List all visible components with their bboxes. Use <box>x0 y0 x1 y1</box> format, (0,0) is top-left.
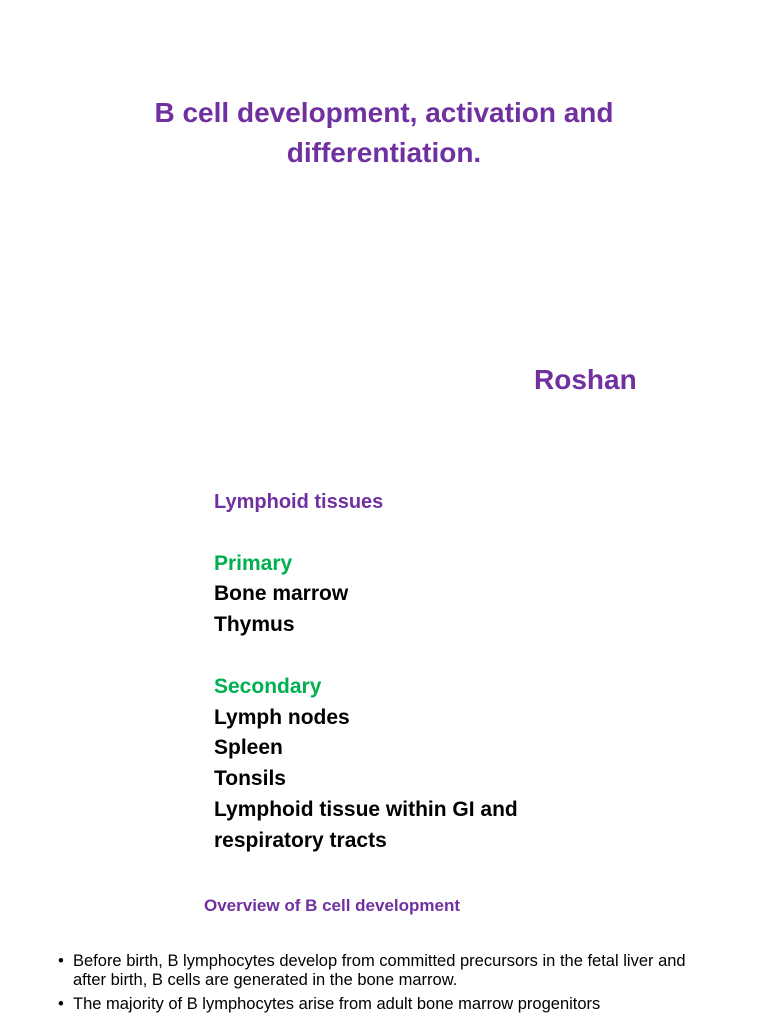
bullet-dot-icon: • <box>58 952 64 970</box>
bullet-text: Before birth, B lymphocytes develop from committed precursors in the fetal liver and after birth, B cells are generated in the bone marrow. <box>73 952 686 989</box>
overview-bullet-list <box>58 952 718 1019</box>
primary-item: Thymus <box>214 613 295 637</box>
primary-item: Bone marrow <box>214 582 349 606</box>
secondary-label: Secondary <box>214 674 322 698</box>
author-name: Roshan <box>534 364 637 395</box>
secondary-item: Spleen <box>214 736 283 760</box>
bullet-text: The majority of B lymphocytes arise from adult bone marrow progenitors <box>73 995 601 1013</box>
spacer <box>214 518 714 549</box>
spacer <box>214 641 714 672</box>
secondary-item: Tonsils <box>214 767 286 791</box>
bullet-dot-icon: • <box>58 995 64 1013</box>
title-line-2: differentiation. <box>286 137 482 168</box>
secondary-item: Lymph nodes <box>214 705 350 729</box>
bullet-item <box>58 995 718 1014</box>
secondary-item: respiratory tracts <box>214 828 387 852</box>
lymphoid-tissues-heading: Lymphoid tissues <box>214 491 384 513</box>
primary-label: Primary <box>214 551 293 575</box>
title-line-1: B cell development, activation and <box>154 97 614 128</box>
slide-title <box>0 93 768 173</box>
secondary-item: Lymphoid tissue within GI and <box>214 797 518 821</box>
lymphoid-tissues-section <box>214 487 714 857</box>
overview-heading: Overview of B cell development <box>204 896 461 915</box>
bullet-item <box>58 952 718 990</box>
